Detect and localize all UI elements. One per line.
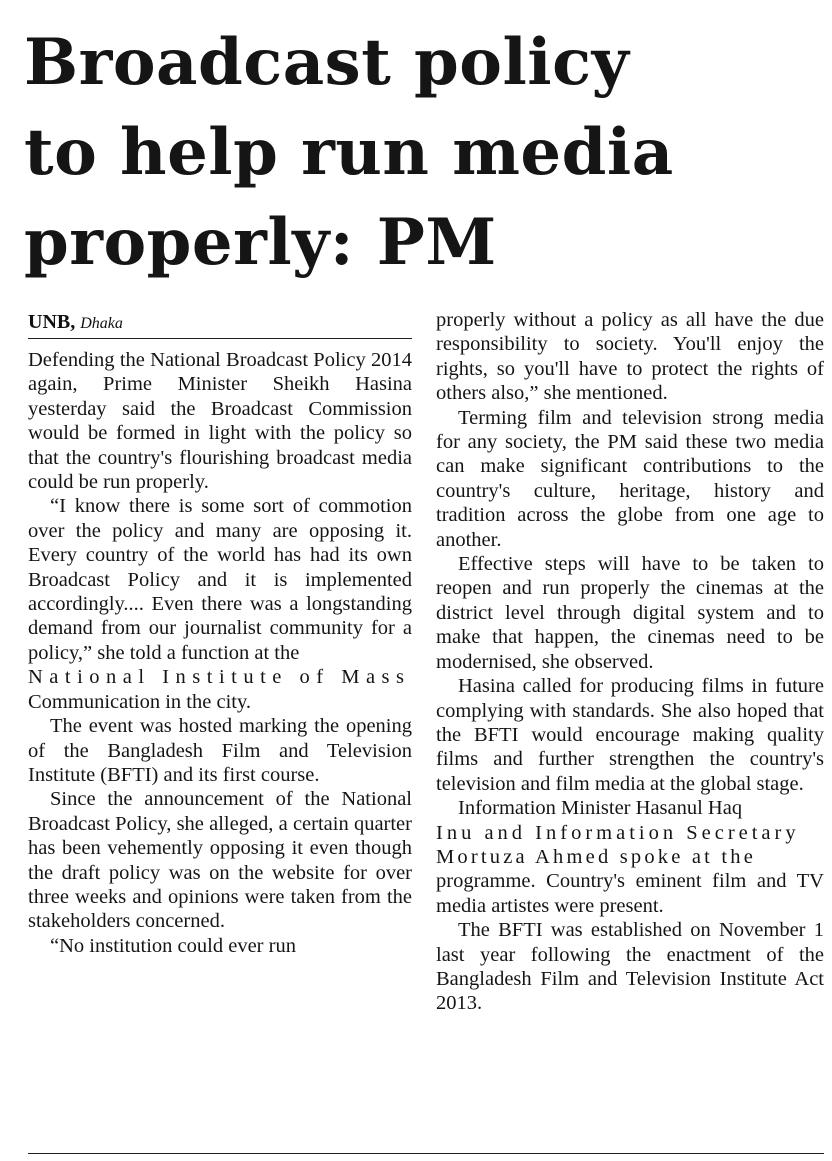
byline <box>28 310 123 336</box>
paragraph-bfti-established: The BFTI was established on November 1 last year following the enactment of the Bangladesh Film and Television Institute Act 2013. <box>436 919 824 1015</box>
paragraph-intro: Defending the National Broadcast Policy 2014 again, Prime Minister Sheikh Hasina yesterday said the Broadcast Commission would be formed in light with the policy so that the country's flourishing broadcast media could be run properly. <box>28 349 412 494</box>
byline-agency: UNB, <box>28 311 76 333</box>
paragraph-ministers-4: programme. Country's eminent film and TV media artistes were present. <box>436 870 824 917</box>
paragraph-quote: “I know there is some sort of commotion over the policy and many are opposing it. Every country of the world has had its own Broadcast Policy and it is implemented accordingly.... Even there was a longstanding demand from our journalist community for a policy,” she told a function at the <box>28 495 412 664</box>
paragraph-announcement: Since the announcement of the National Broadcast Policy, she alleged, a certain quarter has been vehemently opposing it even though the draft policy was on the website for over three weeks and opinions were taken from the stakeholders concerned. <box>28 788 412 933</box>
headline <box>24 18 814 288</box>
headline-line-2: to help run media <box>24 115 674 190</box>
paragraph-standards: Hasina called for producing films in future complying with standards. She also hoped that the BFTI would encourage making quality films and further strengthen the country's television and film media at the global stage. <box>436 675 824 795</box>
paragraph-film-tv: Terming film and television strong media for any society, the PM said these two media can make significant contributions to the country's culture, heritage, history and tradition across the globe from one age to another. <box>436 406 824 551</box>
paragraph-quote-institute: National Institute of Mass <box>28 666 411 689</box>
headline-line-1: Broadcast policy <box>24 25 630 100</box>
paragraph-ministers-3: Mortuza Ahmed spoke at the <box>436 845 757 868</box>
headline-line-3: properly: PM <box>24 205 497 280</box>
paragraph-cinemas: Effective steps will have to be taken to reopen and run properly the cinemas at the district level through digital system and to make that happen, the cinemas need to be modernised, she observed. <box>436 553 824 673</box>
article-column-right <box>436 308 824 1016</box>
paragraph-event: The event was hosted marking the opening of the Bangladesh Film and Television Institute (BFTI) and its first course. <box>28 715 412 786</box>
bottom-divider <box>28 1153 824 1154</box>
paragraph-quote-end: Communication in the city. <box>28 690 251 713</box>
paragraph-institution-cont: properly without a policy as all have the due responsibility to society. You'll enjoy the rights, so you'll have to protect the rights of others also,” she mentioned. <box>436 309 824 405</box>
paragraph-ministers-1: Information Minister Hasanul Haq <box>458 797 743 820</box>
article-column-left <box>28 348 412 958</box>
byline-place: Dhaka <box>80 315 123 332</box>
paragraph-institution-start: “No institution could ever run <box>50 934 296 957</box>
paragraph-ministers-2: Inu and Information Secretary <box>436 821 800 844</box>
byline-divider <box>28 338 412 339</box>
